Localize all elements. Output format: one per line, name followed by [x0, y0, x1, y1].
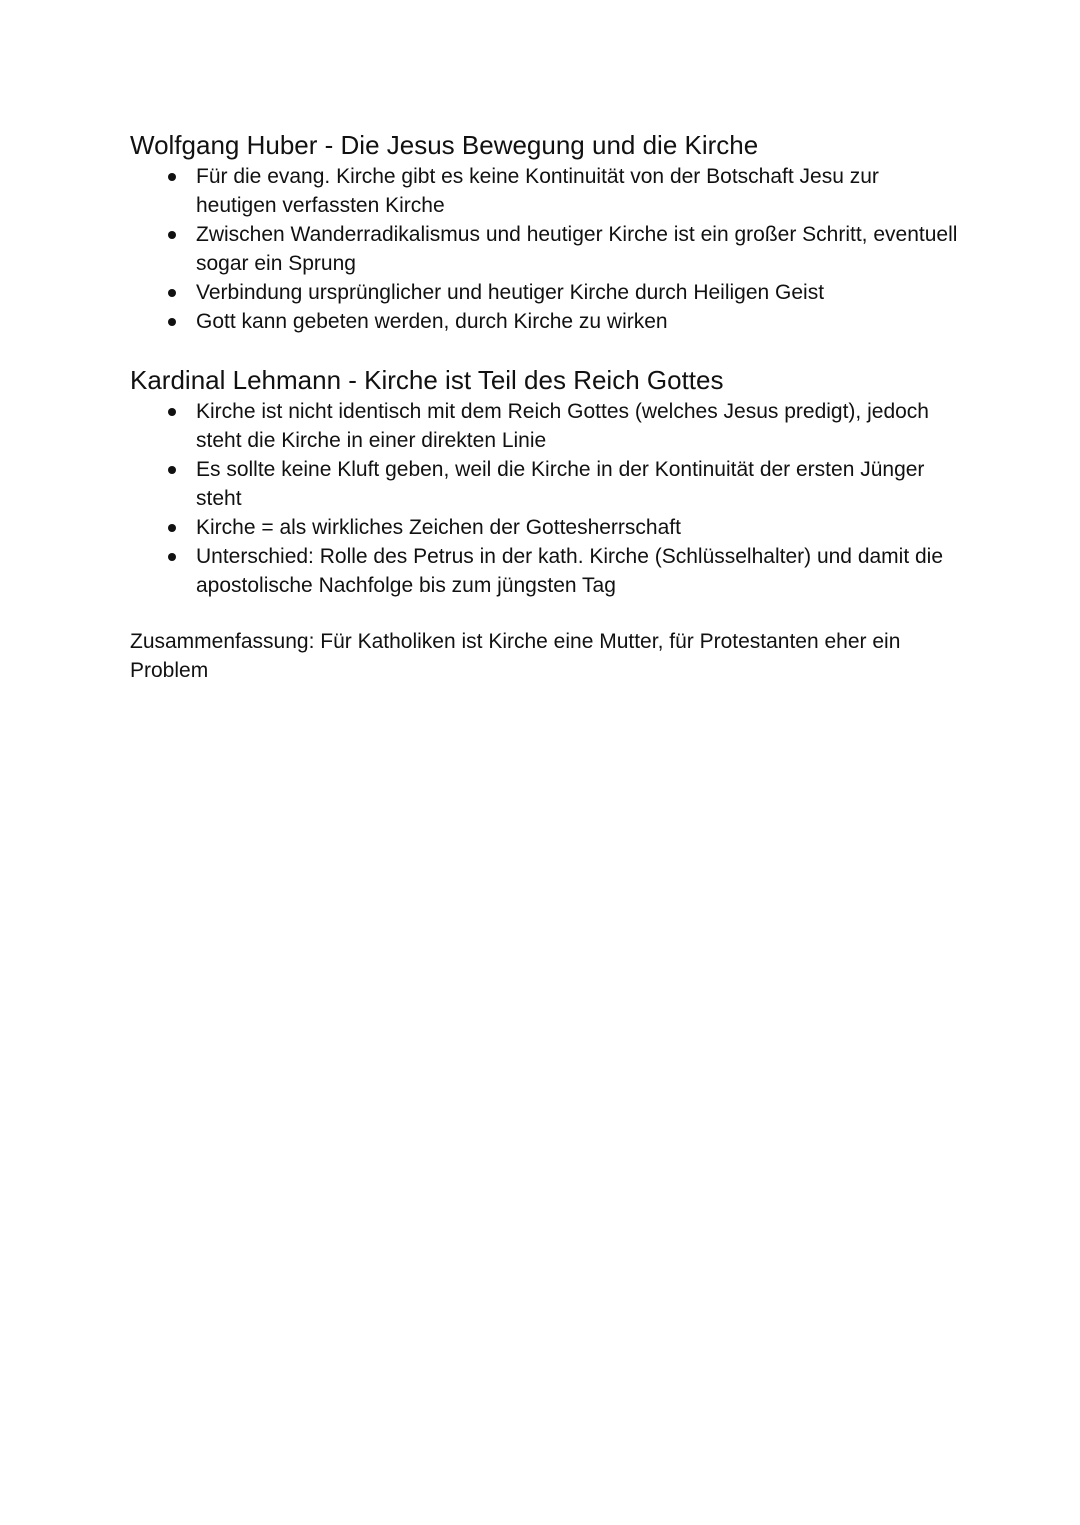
bullet-dot-icon [168, 524, 176, 532]
list-item-text: Zwischen Wanderradikalismus und heutiger Kirche ist ein großer Schritt, eventuell sogar ein Sprung [196, 223, 958, 275]
list-item-text: Kirche ist nicht identisch mit dem Reich Gottes (welches Jesus predigt), jedoch steht die Kirche in einer direkten Linie [196, 400, 929, 452]
bullet-dot-icon [168, 289, 176, 297]
list-item-text: Verbindung ursprünglicher und heutiger Kirche durch Heiligen Geist [196, 281, 825, 304]
list-item [130, 307, 960, 336]
bullet-dot-icon [168, 553, 176, 561]
list-item [130, 513, 960, 542]
bullet-dot-icon [168, 231, 176, 239]
bullet-list [130, 162, 960, 336]
bullet-dot-icon [168, 466, 176, 474]
list-item [130, 542, 960, 600]
bullet-dot-icon [168, 408, 176, 416]
list-item-text: Gott kann gebeten werden, durch Kirche zu wirken [196, 310, 668, 333]
section-lehmann [130, 363, 960, 600]
list-item-text: Kirche = als wirkliches Zeichen der Gottesherrschaft [196, 516, 681, 539]
list-item-text: Für die evang. Kirche gibt es keine Kontinuität von der Botschaft Jesu zur heutigen verfassten Kirche [196, 165, 879, 217]
summary-text: Zusammenfassung: Für Katholiken ist Kirche eine Mutter, für Protestanten eher ein Problem [130, 630, 901, 682]
section-huber [130, 128, 960, 336]
list-item [130, 220, 960, 278]
list-item-text: Es sollte keine Kluft geben, weil die Kirche in der Kontinuität der ersten Jünger steht [196, 458, 925, 510]
section-heading: Kardinal Lehmann - Kirche ist Teil des Reich Gottes [130, 365, 724, 395]
list-item [130, 455, 960, 513]
list-item [130, 278, 960, 307]
section-heading: Wolfgang Huber - Die Jesus Bewegung und die Kirche [130, 130, 759, 160]
bullet-dot-icon [168, 173, 176, 181]
list-item [130, 397, 960, 455]
bullet-list [130, 397, 960, 600]
list-item [130, 162, 960, 220]
list-item-text: Unterschied: Rolle des Petrus in der kath. Kirche (Schlüsselhalter) und damit die apostolische Nachfolge bis zum jüngsten Tag [196, 545, 944, 597]
bullet-dot-icon [168, 318, 176, 326]
